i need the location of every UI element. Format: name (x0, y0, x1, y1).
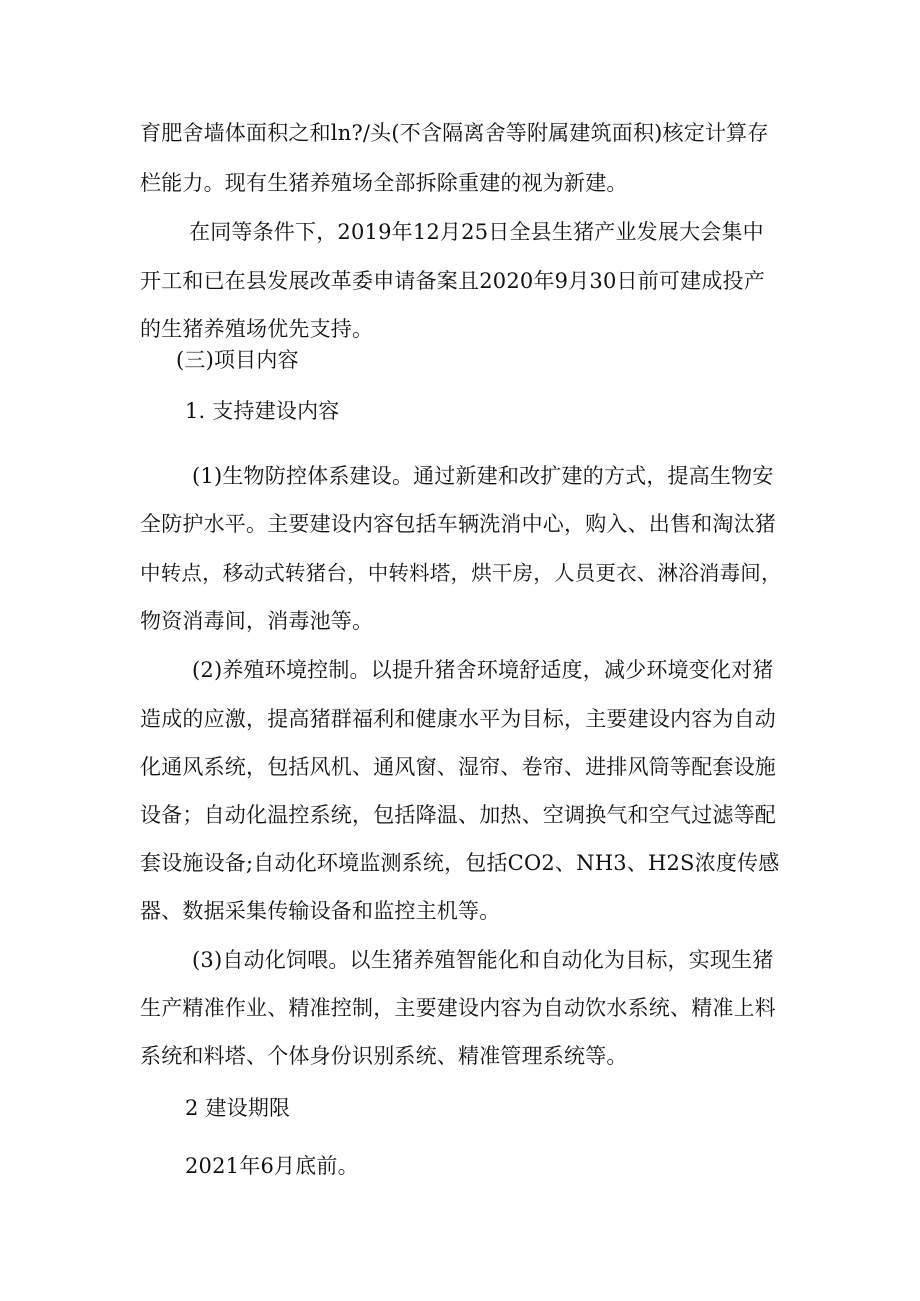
body-text-line: 系统和料塔、个体身份识别系统、精准管理系统等。 (140, 1044, 628, 1068)
body-text-line: 全防护水平。主要建设内容包括车辆洗消中心，购入、出售和淘汰猪 (140, 512, 776, 536)
body-text-line: 栏能力。现有生猪养殖场全部拆除重建的视为新建。 (140, 171, 628, 195)
body-text-line: 生产精准作业、精准控制，主要建设内容为自动饮水系统、精准上料 (140, 996, 776, 1020)
subsection-heading: 2 建设期限 (185, 1096, 291, 1120)
body-text-line: 化通风系统，包括风机、通风窗、湿帘、卷帘、进排风筒等配套设施 (140, 755, 776, 779)
body-text-line: 造成的应激，提高猪群福利和健康水平为目标，主要建设内容为自动 (140, 707, 776, 731)
body-text-line: 2021年6月底前。 (185, 1154, 359, 1178)
body-text-line: 设备；自动化温控系统，包括降温、加热、空调换气和空气过滤等配 (140, 803, 776, 827)
body-text-line: 器、数据采集传输设备和监控主机等。 (140, 899, 501, 923)
body-text-line: 的生猪养殖场优先支持。 (140, 317, 374, 341)
body-text-line: (2)养殖环境控制。以提升猪舍环境舒适度，减少环境变化对猪 (192, 658, 774, 682)
body-text-line: (3)自动化饲喂。以生猪养殖智能化和自动化为目标，实现生猪 (192, 948, 774, 972)
body-text-line: 育肥舍墙体面积之和ln?/头(不含隔离舍等附属建筑面积)核定计算存 (140, 121, 769, 145)
body-text-line: 物资消毒间，消毒池等。 (140, 609, 374, 633)
body-text-line: (1)生物防控体系建设。通过新建和改扩建的方式，提高生物安 (192, 464, 774, 488)
body-text-line: 中转点，移动式转猪台，中转料塔，烘干房，人员更衣、淋浴消毒间， (140, 561, 782, 585)
body-text-line: 套设施设备;自动化环境监测系统，包括CO2、NH3、H2S浓度传感 (140, 851, 780, 875)
body-text-line: 在同等条件下，2019年12月25日全县生猪产业发展大会集中 (189, 220, 764, 244)
subsection-heading: 1. 支持建设内容 (185, 399, 340, 423)
body-text-line: 开工和已在县发展改革委申请备案且2020年9月30日前可建成投产 (140, 269, 765, 293)
section-heading: (三)项目内容 (176, 348, 299, 372)
